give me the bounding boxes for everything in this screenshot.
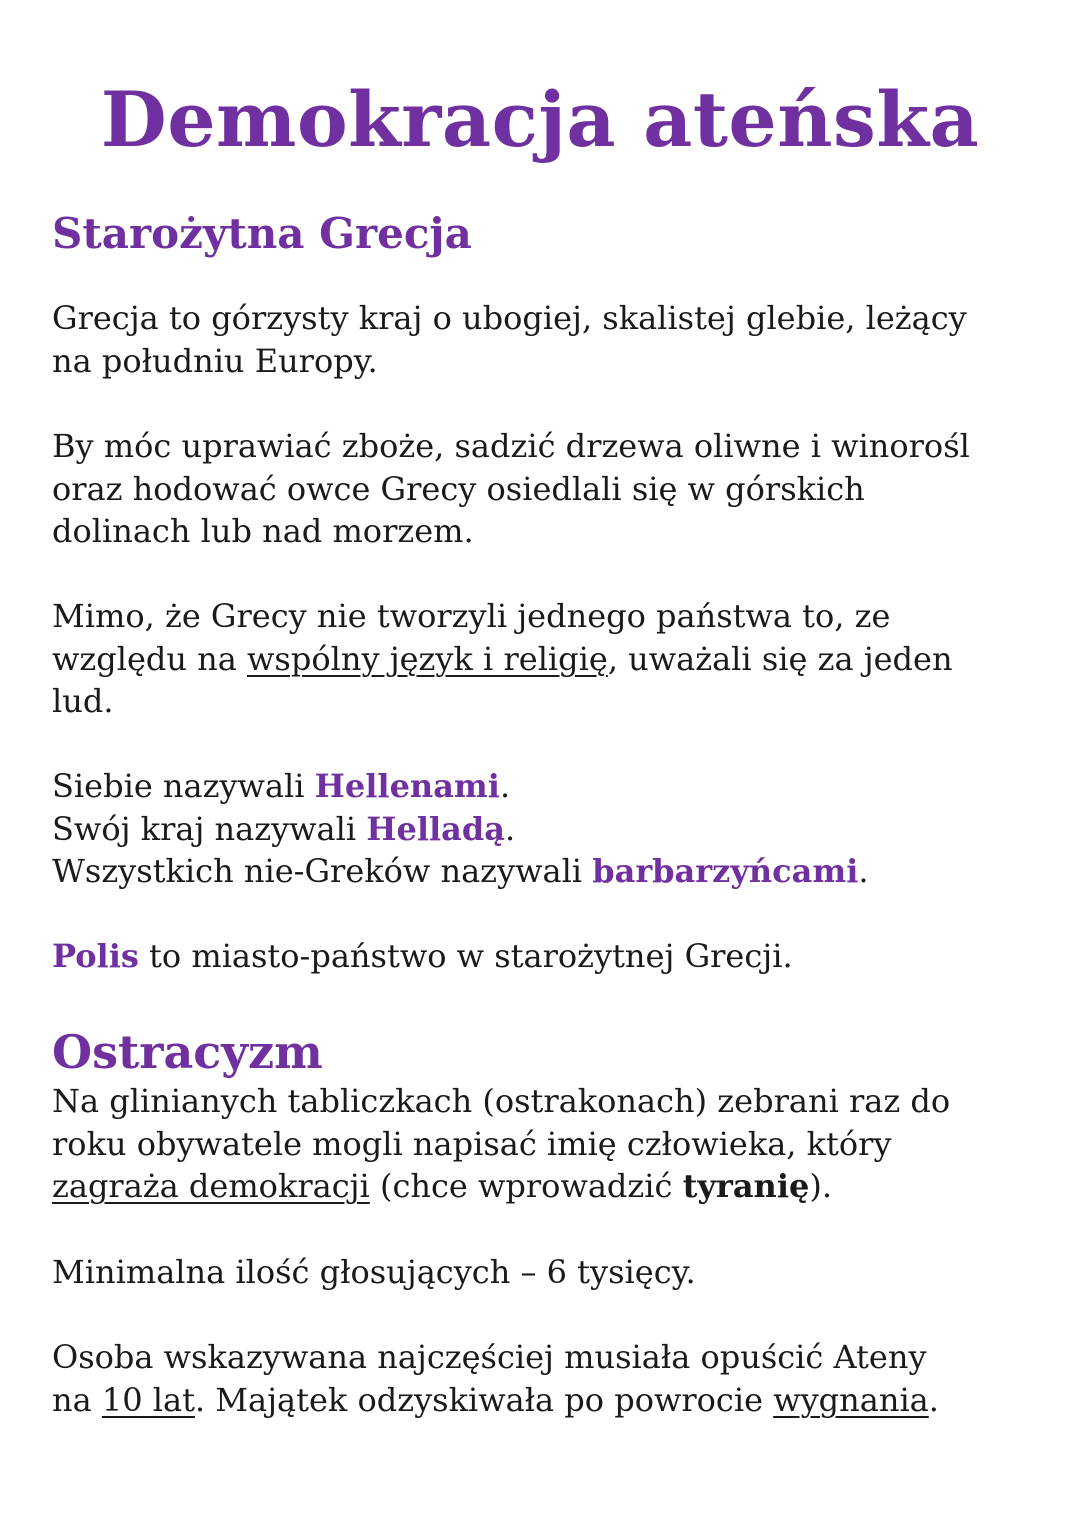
text-fragment: Swój kraj nazywali	[52, 809, 367, 848]
text-line: Osoba wskazywana najczęściej musiała opuścić Ateny	[52, 1338, 927, 1376]
text-line: Minimalna ilość głosujących – 6 tysięcy.	[52, 1253, 696, 1291]
text-line: Na glinianych tabliczkach (ostrakonach) zebrani raz do	[52, 1082, 951, 1120]
paragraph-greece-geography	[52, 297, 1062, 382]
text-fragment: .	[928, 1380, 939, 1419]
text-fragment: Wszystkich nie-Greków nazywali	[52, 852, 593, 890]
text-line: na południu Europy.	[52, 341, 378, 380]
text-fragment: to miasto-państwo w starożytnej Grecji.	[138, 937, 793, 975]
paragraph-polis	[52, 935, 1062, 978]
text-line	[52, 808, 1062, 851]
text-line	[52, 765, 1062, 808]
underlined-phrase-ten-years: 10 lat	[101, 1380, 195, 1419]
text-fragment: .	[499, 767, 511, 805]
text-fragment: .	[858, 852, 869, 890]
page-title: Demokracja ateńska	[100, 75, 980, 164]
text-line	[52, 935, 1062, 978]
text-line	[52, 850, 1062, 893]
text-line: Mimo, że Grecy nie tworzyli jednego państwa to, ze	[52, 597, 891, 635]
text-fragment: (chce wprowadzić	[369, 1167, 683, 1205]
text-line	[52, 1165, 1062, 1208]
text-line: lud.	[52, 682, 114, 720]
paragraph-minimum-voters	[52, 1251, 1062, 1294]
text-line: By móc uprawiać zboże, sadzić drzewa oliwne i winorośl	[52, 427, 970, 465]
text-line: dolinach lub nad morzem.	[52, 512, 474, 550]
text-line: roku obywatele mogli napisać imię człowieka, który	[52, 1124, 892, 1163]
underlined-phrase-threatens-democracy: zagraża demokracji	[52, 1167, 370, 1205]
paragraph-exile	[52, 1336, 1062, 1421]
text-line	[52, 638, 1062, 681]
text-line: oraz hodować owce Grecy osiedlali się w górskich	[52, 469, 865, 508]
text-fragment: Siebie nazywali	[52, 767, 315, 805]
keyword-barbarians: barbarzyńcami	[592, 852, 859, 890]
paragraph-greek-settlement	[52, 425, 1062, 553]
underlined-word-exile: wygnania	[773, 1380, 929, 1419]
paragraph-names	[52, 765, 1062, 893]
section-heading-ostracism: Ostracyzm	[52, 1025, 323, 1079]
keyword-polis: Polis	[52, 937, 139, 975]
section-heading-ancient-greece: Starożytna Grecja	[52, 209, 472, 258]
text-fragment: .	[505, 809, 516, 848]
text-fragment: względu na	[52, 639, 248, 678]
keyword-hellas: Helladą	[366, 809, 506, 848]
text-fragment: , uważali się za jeden	[607, 639, 953, 678]
bold-word-tyranny: tyranię	[682, 1167, 810, 1205]
text-fragment: na	[52, 1380, 102, 1419]
text-fragment: ).	[809, 1167, 832, 1205]
text-line	[52, 1379, 1062, 1422]
text-line: Grecja to górzysty kraj o ubogiej, skalistej glebie, leżący	[52, 299, 967, 337]
paragraph-one-people	[52, 595, 1062, 723]
text-fragment: . Majątek odzyskiwała po powrocie	[194, 1380, 774, 1419]
underlined-phrase-language-religion: wspólny język i religię	[247, 639, 608, 678]
paragraph-ostraka	[52, 1080, 1062, 1208]
keyword-hellenes: Hellenami	[314, 767, 500, 805]
